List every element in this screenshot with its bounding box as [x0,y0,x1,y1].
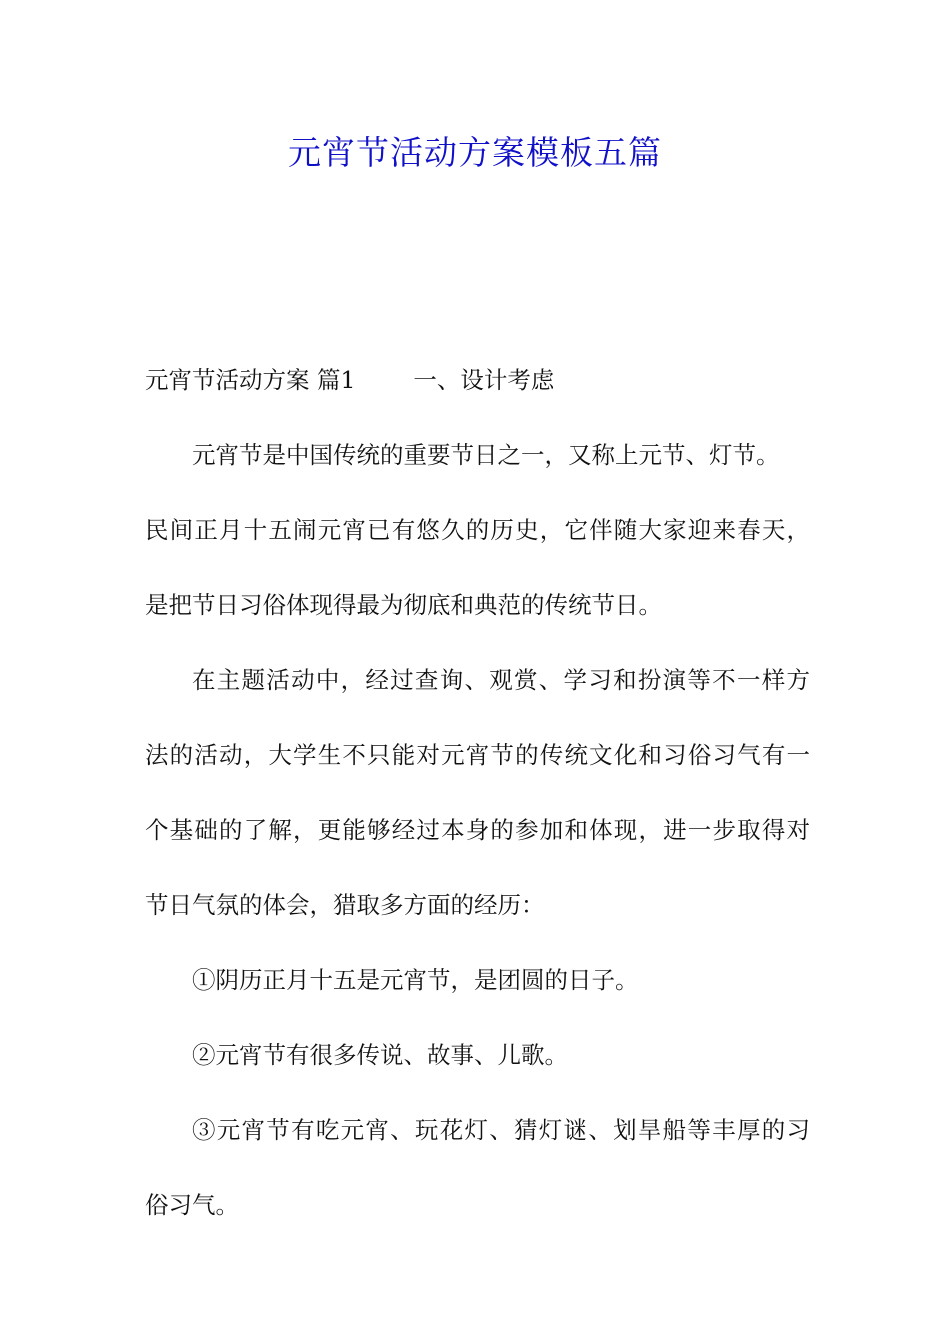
paragraph-line: 在主题活动中，经过查询、观赏、学习和扮演等不一样方 [192,666,810,694]
paragraph-line: 民间正月十五闹元宵已有悠久的历史，它伴随大家迎来春天， [145,516,810,544]
list-item: ③元宵节有吃元宵、玩花灯、猜灯谜、划旱船等丰厚的习 [192,1116,810,1144]
document-title: 元宵节活动方案模板五篇 [288,133,662,172]
paragraph-line: 法的活动，大学生不只能对元宵节的传统文化和习俗习气有一 [145,741,810,769]
section-heading-line [145,343,810,418]
paragraph-line: 元宵节是中国传统的重要节日之一，又称上元节、灯节。 [192,441,780,469]
subheading: 一、设计考虑 [413,366,555,394]
section-heading: 元宵节活动方案 篇1 [145,366,356,394]
paragraph-line: 是把节日习俗体现得最为彻底和典范的传统节日。 [145,591,662,619]
list-item: ①阴历正月十五是元宵节，是团圆的日子。 [192,966,639,994]
list-item-continuation: 俗习气。 [145,1191,239,1219]
paragraph-line: 个基础的了解，更能够经过本身的参加和体现，进一步取得对 [145,816,810,844]
list-item: ②元宵节有很多传说、故事、儿歌。 [192,1041,568,1069]
document-body [145,343,810,1243]
paragraph-line: 节日气氛的体会，猎取多方面的经历： [145,891,545,919]
